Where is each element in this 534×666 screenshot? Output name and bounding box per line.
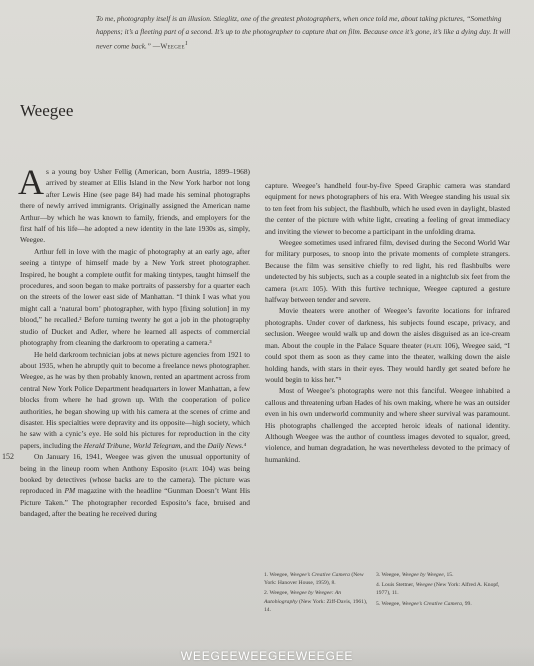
paragraph-7-text-a: Movie theaters were another of Weegee’s favorite locations for infrared photographs. Under cover of darkness, his subjects found escape, privacy, and seclusion. Weegee would walk up and down the aisles disguised as an ice-cream man. About the couple in the Palace Square theater ( (265, 306, 510, 350)
footnote (376, 571, 506, 579)
footnote-number: 3. (376, 572, 381, 578)
paragraph-7-text-b: ), Weegee said, “I could spot them as soon as they came into the theater, walking down the aisle holding hands, with stars in their eyes. They would hardly get seated before he would begin to kiss her.”⁵ (265, 340, 510, 384)
footnote-title: Weegee by Weegee: An Autobiography (264, 590, 342, 605)
paragraph-8: Most of Weegee’s photographs were not this fanciful. Weegee inhabited a callous and threatening urban Hades of his own making, where he was an outsider even in his own underworld community and where sheer survival was paramount. His photographs challenged the accepted heroic ideals of national identity. Although Weegee was the author of countless images devoted to squalor, greed, violence, and human degradation, he was nevertheless devoted to the primacy of humankind. (265, 386, 510, 464)
paragraph-7 (265, 305, 510, 385)
publication-name: PM (64, 486, 76, 496)
paragraph-4-text-c: magazine with the headline “Gunman Doesn’t Want His Picture Taken.” The photographer recorded Esposito’s face, bruised and bandaged, after the beating he received during (20, 486, 251, 519)
footnote-text: (New York: Hanover House, 1959), 8. (264, 572, 364, 587)
footnote-number: 1. (264, 572, 269, 578)
epigraph-note-ref: 1 (184, 41, 188, 47)
footnote (264, 589, 372, 614)
paragraph-6-text-b: ). With this furtive technique, Weegee captured a gesture halfway between tender and severe. (265, 283, 510, 305)
footnotes-left (264, 571, 372, 616)
epigraph-text: To me, photography itself is an illusion. Stieglitz, one of the greatest photographers, when once told me, about taking pictures, “Something happens; it’s a fleeting part of a second. It’s up to the photographer to capture that on film. Because once it’s gone, it’s like a dying day. It will never come back.” (96, 14, 511, 51)
footnote-text: Weegee, (269, 590, 290, 597)
footnote-text: Weegee, (269, 572, 290, 578)
footnotes-right (376, 571, 506, 610)
paragraph-3-text: He held darkroom technician jobs at news picture agencies from 1921 to about 1935, when he abruptly quit to become a freelance news photographer. Weegee, as he was by then probably known, rented an apartment across from central New York Police Department headquarters in lower Manhattan, a few blocks from where he had grown up. With the cooperation of police authorities, he began showing up with his camera at the scenes of crime and disaster. His specialties were depravity and its opposite—high society, which he saw with a cynic’s eye. He sold his pictures for reproduction in the city papers, including the (20, 349, 250, 450)
footnote-text: (New York: Ziff-Davis, 1961), 14. (264, 598, 368, 613)
watermark: WEEGEEWEEGEEWEEGEE (0, 646, 534, 666)
epigraph (96, 12, 516, 52)
footnote-text: , 15. (443, 572, 454, 578)
footnote-title: Weegee (415, 582, 433, 589)
footnote-text: (New York: Alfred A. Knopf, 1977), 11. (376, 582, 500, 597)
footnote-title: Weegee’s Creative Camera (401, 600, 462, 607)
footnote-text: Weegee, (381, 600, 402, 607)
paragraph-3 (20, 349, 250, 452)
paragraph-5: capture. Weegee’s handheld four-by-five Speed Graphic camera was standard equipment for news photographers of his era. With Weegee standing his usual six to ten feet from his subject, the flashbulb, which he used even in daylight, blasted the center of the picture with white light, creating a feeling of great immediacy and inviting the viewer to become a participant in the unfolding drama. (265, 181, 510, 236)
footnote-title: Weegee’s Creative Camera (289, 572, 350, 578)
paragraph-4 (20, 451, 250, 519)
plate-ref: plate 104 (182, 463, 213, 473)
footnote-number: 4. (376, 582, 381, 589)
left-column (18, 162, 251, 520)
paragraph-1 (18, 162, 250, 246)
footnote-text: Weegee, (381, 572, 402, 578)
chapter-title: Weegee (20, 101, 74, 121)
page-number: 152 (2, 452, 14, 461)
paragraph-1-text: s a young boy Usher Fellig (American, born Austria, 1899–1968) arrived by steamer at Ellis Island in the New York harbor not long after Lewis Hine (see page 84) had made his seminal photographs there of newly arrived immigrants. Originally assigned the American name Arthur—by which he was known to family, friends, and employers for the first half of his life—he adopted a new identity in the late 1930s as, simply, Weegee. (20, 167, 250, 245)
paragraph-4-text-a: On January 16, 1941, Weegee was given the unusual opportunity of being in the lineup room when Anthony Esposito ( (20, 452, 250, 473)
right-column (265, 180, 510, 465)
footnote-title: Weegee by Weegee (401, 572, 444, 578)
paragraph-2: Arthur fell in love with the magic of photography at an early age, after seeing a tintype of himself made by a New York street photographer. Inspired, he bought a complete outfit for making tintypes, taught himself the procedures, and soon began to make portraits of passersby for a quarter each on the streets of the lower east side of Manhattan. “I think I was what you might call a ‘natural born’ photographer, with hypo [fixing solution] in my blood,” he recalled.² Before turning twenty he got a job in the photography studio of Ducket and Adler, where he learned all aspects of commercial photography from cleaning the darkroom to operating a camera.³ (20, 246, 250, 348)
plate-ref: plate 105 (293, 283, 324, 293)
epigraph-attribution: —Weegee (152, 41, 185, 51)
drop-cap: A (18, 162, 44, 202)
publication-name: Herald Tribune, World Telegram, (83, 440, 183, 450)
paragraph-3-and: and the (182, 440, 208, 450)
footnote (376, 600, 506, 608)
note-ref: ⁴ (243, 440, 247, 450)
footnote (376, 581, 506, 597)
plate-ref: plate 106 (426, 340, 456, 350)
publication-name: Daily News. (207, 440, 244, 450)
paragraph-6 (265, 237, 510, 305)
footnote-text: Louis Stettner, (381, 582, 416, 589)
paragraph-6-text-a: Weegee sometimes used infrared film, devised during the Second World War for military purposes, to snoop into the private moments of complete strangers. Because the film was sensitive chiefly to red light, his red flashbulbs were undetected by his subjects, such as a couple seated in a nightclub six feet from the camera ( (265, 238, 510, 293)
footnote-number: 5. (376, 600, 381, 607)
paragraph-4-text-b: ) was being booked by detectives (whose backs are to the camera). The picture was reproduced in (20, 463, 250, 496)
footnote (264, 571, 372, 587)
footnote-text: , 99. (461, 600, 472, 607)
footnote-number: 2. (264, 590, 269, 597)
